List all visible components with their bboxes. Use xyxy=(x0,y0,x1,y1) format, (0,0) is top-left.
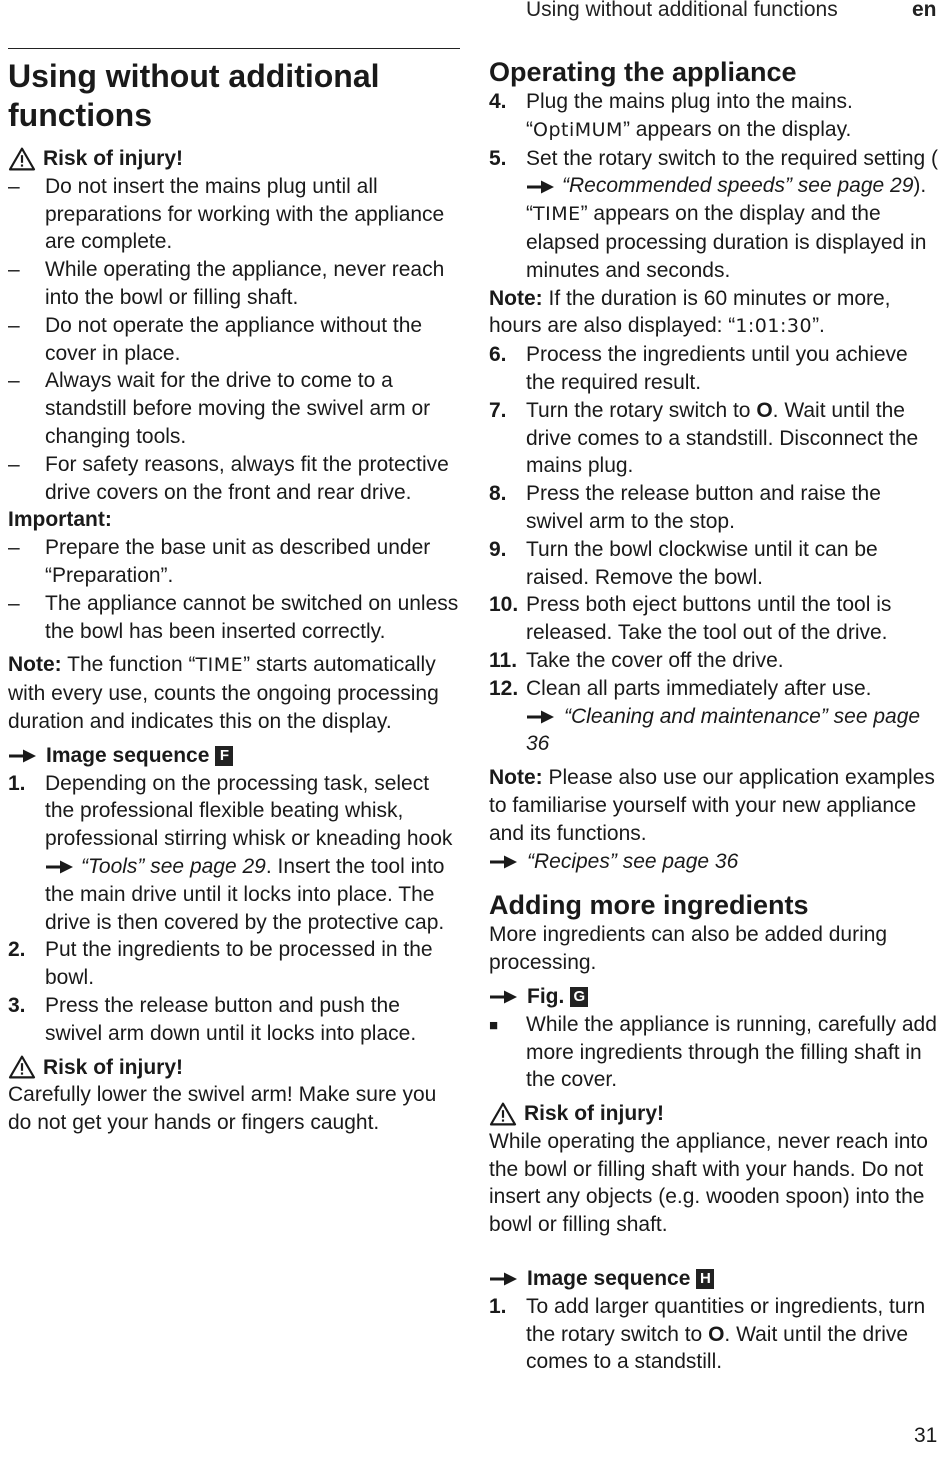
note-recipes: Note: Please also use our application examples to familiarise yourself with your new appliance and its functions. “Recipes” see page 36 xyxy=(489,766,935,873)
step-item: 5. Set the rotary switch to the required setting (“Recommended speeds” see page 29). “TIME” appears on the display and the elapsed processing duration is displayed in minutes and seconds. xyxy=(489,146,939,282)
risk-text: While operating the appliance, never reach into the bowl or filling shaft with your hands. Do not insert any objects (e.g. wooden spoon) into the bowl or filling shaft. xyxy=(489,1129,928,1237)
figure-letter-badge: G xyxy=(570,987,588,1007)
list-item: – Prepare the base unit as described under “Preparation”. xyxy=(8,536,431,587)
figure-letter-badge: F xyxy=(215,746,233,766)
arrow-right-icon xyxy=(489,1271,519,1287)
page-title: Using without additional functions xyxy=(8,58,380,133)
step-item: 10. Press both eject buttons until the tool is released. Take the tool out of the drive. xyxy=(489,593,892,645)
step-item: 7. Turn the rotary switch to O. Wait until the drive comes to a standstill. Disconnect the mains plug. xyxy=(489,398,919,478)
step-item: 6. Process the ingredients until you achieve the required result. xyxy=(489,343,908,394)
list-item: – Do not operate the appliance without the cover in place. xyxy=(8,313,423,365)
header-language: en xyxy=(912,0,937,21)
arrow-right-icon xyxy=(8,748,38,764)
step-item: 1. To add larger quantities or ingredients, turn the rotary switch to O. Wait until the drive comes to a standstill. xyxy=(489,1294,926,1374)
risk-of-injury-heading: Risk of injury! xyxy=(489,1100,939,1128)
step-item: 3. Press the release button and push the swivel arm down until it locks into place. xyxy=(8,993,417,1045)
adding-intro: More ingredients can also be added during processing. xyxy=(489,923,888,975)
step-item: 8. Press the release button and raise the swivel arm to the stop. xyxy=(489,482,881,533)
image-sequence-h-reference: Image sequence H xyxy=(489,1265,939,1293)
note-time-function: Note: The function “TIME” starts automatically with every use, counts the ongoing processing duration and indicates this on the display. xyxy=(8,653,439,733)
left-column xyxy=(8,48,460,1137)
image-sequence-f-reference: Image sequence F xyxy=(8,742,460,770)
section-heading-adding: Adding more ingredients xyxy=(489,890,809,921)
note-duration: Note: If the duration is 60 minutes or more, hours are also displayed: “1:01:30”. xyxy=(489,286,891,338)
risk-list xyxy=(8,173,460,507)
arrow-right-icon xyxy=(526,179,556,195)
step-item: 4. Plug the mains plug into the mains. “OptiMUM” appears on the display. xyxy=(489,90,853,141)
risk-of-injury-heading: Risk of injury! xyxy=(8,1054,460,1082)
cross-reference-link: “Tools” see page 29 xyxy=(81,854,266,878)
right-column xyxy=(489,56,939,1376)
switch-off-symbol: O xyxy=(708,1322,725,1346)
warning-icon xyxy=(8,1055,36,1079)
arrow-right-icon xyxy=(489,854,519,870)
cross-reference-link: “Recommended speeds” see page 29 xyxy=(562,174,914,198)
step-item: 11. Take the cover off the drive. xyxy=(489,648,784,672)
list-item: – While operating the appliance, never reach into the bowl or filling shaft. xyxy=(8,258,445,309)
page-number: 31 xyxy=(914,1424,938,1447)
page-header xyxy=(0,0,950,24)
section-heading-operating: Operating the appliance xyxy=(489,57,797,87)
warning-icon xyxy=(489,1102,517,1126)
header-section-title: Using without additional functions xyxy=(526,0,838,21)
arrow-right-icon xyxy=(489,989,519,1005)
bullet-square-icon: ■ xyxy=(489,1016,499,1034)
step-item: 2. Put the ingredients to be processed in the bowl. xyxy=(8,938,433,990)
step-item: 12. Clean all parts immediately after use. “Cleaning and maintenance” see page 36 xyxy=(489,676,921,756)
step-item: 9. Turn the bowl clockwise until it can be raised. Remove the bowl. xyxy=(489,537,878,589)
list-item: – For safety reasons, always fit the protective drive covers on the front and rear drive. xyxy=(8,452,449,504)
figure-letter-badge: H xyxy=(696,1269,714,1289)
list-item: – Do not insert the mains plug until all preparations for working with the appliance are complete. xyxy=(8,174,445,254)
arrow-right-icon xyxy=(526,709,556,725)
risk-of-injury-heading: Risk of injury! xyxy=(8,145,460,173)
bullet-item: ■ While the appliance is running, carefully add more ingredients through the filling shaft in the cover. xyxy=(489,1011,939,1094)
warning-icon xyxy=(8,147,36,171)
switch-off-symbol: O xyxy=(756,398,773,422)
arrow-right-icon xyxy=(45,859,75,875)
step-item: 1. Depending on the processing task, select the professional flexible beating whisk, professional stirring whisk or kneading hook “Tools” see page 29. Insert the tool into the main drive until it locks into place. The drive is then covered by the protective cap. xyxy=(8,771,453,934)
risk-text: Carefully lower the swivel arm! Make sure you do not get your hands or fingers caught. xyxy=(8,1083,437,1135)
important-heading: Important: xyxy=(8,508,112,532)
important-list xyxy=(8,534,460,645)
list-item: – The appliance cannot be switched on unless the bowl has been inserted correctly. xyxy=(8,591,459,643)
cross-reference-link: “Cleaning and maintenance” see page 36 xyxy=(526,704,921,756)
list-item: – Always wait for the drive to come to a standstill before moving the swivel arm or changing tools. xyxy=(8,369,431,448)
fig-g-reference: Fig. G xyxy=(489,983,939,1011)
cross-reference-link: “Recipes” see page 36 xyxy=(527,849,739,873)
